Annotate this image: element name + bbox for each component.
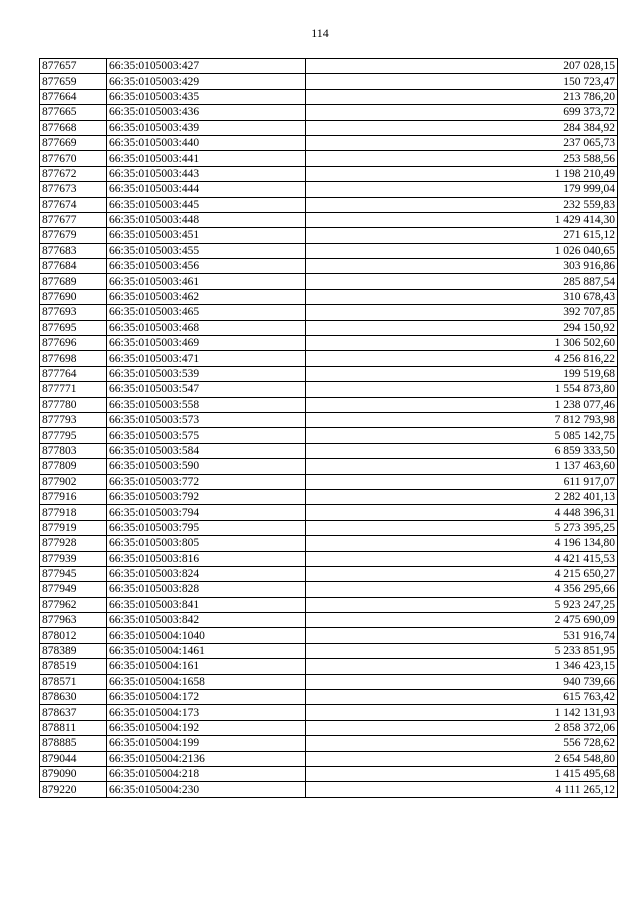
cadastral-number-cell: 66:35:0105004:199 xyxy=(107,736,306,751)
cadastral-number-cell: 66:35:0105003:575 xyxy=(107,428,306,443)
row-number-cell: 878571 xyxy=(40,674,107,689)
cadastral-value-cell: 310 678,43 xyxy=(306,289,618,304)
table-row xyxy=(40,505,618,520)
cadastral-number-cell: 66:35:0105004:1040 xyxy=(107,628,306,643)
cadastral-number-cell: 66:35:0105003:435 xyxy=(107,89,306,104)
row-number-cell: 877665 xyxy=(40,105,107,120)
row-number-cell: 877916 xyxy=(40,489,107,504)
row-number-cell: 877945 xyxy=(40,566,107,581)
cadastral-value-cell: 4 448 396,31 xyxy=(306,505,618,520)
cadastral-number-cell: 66:35:0105003:558 xyxy=(107,397,306,412)
cadastral-number-cell: 66:35:0105003:590 xyxy=(107,459,306,474)
cadastral-number-cell: 66:35:0105003:792 xyxy=(107,489,306,504)
cadastral-number-cell: 66:35:0105003:441 xyxy=(107,151,306,166)
cadastral-value-cell: 2 858 372,06 xyxy=(306,720,618,735)
row-number-cell: 878519 xyxy=(40,659,107,674)
row-number-cell: 878885 xyxy=(40,736,107,751)
table-row xyxy=(40,566,618,581)
cadastral-number-cell: 66:35:0105003:436 xyxy=(107,105,306,120)
row-number-cell: 877668 xyxy=(40,120,107,135)
row-number-cell: 877949 xyxy=(40,582,107,597)
table-row xyxy=(40,182,618,197)
table-row xyxy=(40,443,618,458)
cadastral-value-cell: 213 786,20 xyxy=(306,89,618,104)
row-number-cell: 877659 xyxy=(40,74,107,89)
table-row xyxy=(40,59,618,74)
row-number-cell: 877793 xyxy=(40,412,107,427)
cadastral-number-cell: 66:35:0105003:448 xyxy=(107,212,306,227)
cadastral-value-cell: 237 065,73 xyxy=(306,135,618,150)
table-row xyxy=(40,151,618,166)
row-number-cell: 877664 xyxy=(40,89,107,104)
cadastral-value-cell: 271 615,12 xyxy=(306,228,618,243)
table-row xyxy=(40,89,618,104)
cadastral-number-cell: 66:35:0105003:547 xyxy=(107,382,306,397)
table-row xyxy=(40,366,618,381)
cadastral-value-cell: 4 356 295,66 xyxy=(306,582,618,597)
cadastral-number-cell: 66:35:0105004:2136 xyxy=(107,751,306,766)
table-row xyxy=(40,766,618,781)
row-number-cell: 877963 xyxy=(40,613,107,628)
row-number-cell: 878630 xyxy=(40,690,107,705)
row-number-cell: 877962 xyxy=(40,597,107,612)
cadastral-value-cell: 5 923 247,25 xyxy=(306,597,618,612)
cadastral-number-cell: 66:35:0105003:445 xyxy=(107,197,306,212)
cadastral-value-cell: 4 256 816,22 xyxy=(306,351,618,366)
cadastral-value-cell: 207 028,15 xyxy=(306,59,618,74)
cadastral-value-cell: 5 233 851,95 xyxy=(306,643,618,658)
table-row xyxy=(40,120,618,135)
cadastral-number-cell: 66:35:0105003:816 xyxy=(107,551,306,566)
row-number-cell: 877690 xyxy=(40,289,107,304)
cadastral-value-cell: 4 215 650,27 xyxy=(306,566,618,581)
row-number-cell: 877771 xyxy=(40,382,107,397)
cadastral-value-cell: 699 373,72 xyxy=(306,105,618,120)
cadastral-number-cell: 66:35:0105003:805 xyxy=(107,536,306,551)
cadastral-number-cell: 66:35:0105003:461 xyxy=(107,274,306,289)
cadastral-number-cell: 66:35:0105003:429 xyxy=(107,74,306,89)
table-row xyxy=(40,212,618,227)
table-row xyxy=(40,628,618,643)
table-row xyxy=(40,351,618,366)
cadastral-number-cell: 66:35:0105003:539 xyxy=(107,366,306,381)
cadastral-number-cell: 66:35:0105003:439 xyxy=(107,120,306,135)
cadastral-value-cell: 1 142 131,93 xyxy=(306,705,618,720)
row-number-cell: 877672 xyxy=(40,166,107,181)
row-number-cell: 877696 xyxy=(40,336,107,351)
cadastral-value-cell: 615 763,42 xyxy=(306,690,618,705)
table-row xyxy=(40,320,618,335)
cadastral-value-cell: 4 421 415,53 xyxy=(306,551,618,566)
table-row xyxy=(40,336,618,351)
table-row xyxy=(40,690,618,705)
table-row xyxy=(40,412,618,427)
cadastral-value-cell: 1 306 502,60 xyxy=(306,336,618,351)
row-number-cell: 877679 xyxy=(40,228,107,243)
row-number-cell: 877795 xyxy=(40,428,107,443)
table-row xyxy=(40,289,618,304)
table-row xyxy=(40,259,618,274)
cadastral-value-table xyxy=(39,58,618,798)
cadastral-value-cell: 6 859 333,50 xyxy=(306,443,618,458)
cadastral-value-cell: 179 999,04 xyxy=(306,182,618,197)
row-number-cell: 877803 xyxy=(40,443,107,458)
table-row xyxy=(40,659,618,674)
cadastral-value-cell: 1 137 463,60 xyxy=(306,459,618,474)
cadastral-number-cell: 66:35:0105003:462 xyxy=(107,289,306,304)
row-number-cell: 877689 xyxy=(40,274,107,289)
row-number-cell: 877695 xyxy=(40,320,107,335)
table-row xyxy=(40,613,618,628)
cadastral-number-cell: 66:35:0105004:172 xyxy=(107,690,306,705)
cadastral-number-cell: 66:35:0105003:456 xyxy=(107,259,306,274)
row-number-cell: 877670 xyxy=(40,151,107,166)
cadastral-number-cell: 66:35:0105003:465 xyxy=(107,305,306,320)
cadastral-number-cell: 66:35:0105003:841 xyxy=(107,597,306,612)
row-number-cell: 877674 xyxy=(40,197,107,212)
cadastral-value-cell: 2 654 548,80 xyxy=(306,751,618,766)
cadastral-number-cell: 66:35:0105003:795 xyxy=(107,520,306,535)
cadastral-value-cell: 1 554 873,80 xyxy=(306,382,618,397)
row-number-cell: 878389 xyxy=(40,643,107,658)
cadastral-value-cell: 4 196 134,80 xyxy=(306,536,618,551)
cadastral-number-cell: 66:35:0105003:469 xyxy=(107,336,306,351)
table-row xyxy=(40,674,618,689)
table-row xyxy=(40,166,618,181)
row-number-cell: 879220 xyxy=(40,782,107,797)
table-row xyxy=(40,305,618,320)
table-row xyxy=(40,782,618,797)
cadastral-value-cell: 2 475 690,09 xyxy=(306,613,618,628)
row-number-cell: 877939 xyxy=(40,551,107,566)
table-row xyxy=(40,382,618,397)
cadastral-number-cell: 66:35:0105003:455 xyxy=(107,243,306,258)
cadastral-value-cell: 4 111 265,12 xyxy=(306,782,618,797)
page-number: 114 xyxy=(311,26,329,40)
cadastral-number-cell: 66:35:0105003:443 xyxy=(107,166,306,181)
cadastral-value-cell: 611 917,07 xyxy=(306,474,618,489)
cadastral-value-cell: 531 916,74 xyxy=(306,628,618,643)
cadastral-number-cell: 66:35:0105004:161 xyxy=(107,659,306,674)
cadastral-value-cell: 5 085 142,75 xyxy=(306,428,618,443)
cadastral-number-cell: 66:35:0105003:772 xyxy=(107,474,306,489)
cadastral-value-cell: 1 238 077,46 xyxy=(306,397,618,412)
table-body xyxy=(40,59,618,798)
table-row xyxy=(40,751,618,766)
table-row xyxy=(40,243,618,258)
table-row xyxy=(40,489,618,504)
row-number-cell: 877918 xyxy=(40,505,107,520)
cadastral-value-cell: 1 346 423,15 xyxy=(306,659,618,674)
cadastral-value-cell: 2 282 401,13 xyxy=(306,489,618,504)
table-row xyxy=(40,582,618,597)
table-row xyxy=(40,520,618,535)
cadastral-value-cell: 1 415 495,68 xyxy=(306,766,618,781)
cadastral-number-cell: 66:35:0105003:794 xyxy=(107,505,306,520)
row-number-cell: 877764 xyxy=(40,366,107,381)
cadastral-number-cell: 66:35:0105004:173 xyxy=(107,705,306,720)
cadastral-number-cell: 66:35:0105003:842 xyxy=(107,613,306,628)
cadastral-value-cell: 199 519,68 xyxy=(306,366,618,381)
table-row xyxy=(40,459,618,474)
cadastral-number-cell: 66:35:0105004:218 xyxy=(107,766,306,781)
row-number-cell: 877693 xyxy=(40,305,107,320)
cadastral-value-cell: 284 384,92 xyxy=(306,120,618,135)
table-row xyxy=(40,428,618,443)
table-row xyxy=(40,105,618,120)
cadastral-value-cell: 7 812 793,98 xyxy=(306,412,618,427)
cadastral-number-cell: 66:35:0105003:828 xyxy=(107,582,306,597)
cadastral-number-cell: 66:35:0105004:192 xyxy=(107,720,306,735)
cadastral-number-cell: 66:35:0105003:573 xyxy=(107,412,306,427)
cadastral-value-cell: 232 559,83 xyxy=(306,197,618,212)
table-row xyxy=(40,135,618,150)
cadastral-value-cell: 150 723,47 xyxy=(306,74,618,89)
row-number-cell: 877902 xyxy=(40,474,107,489)
cadastral-value-cell: 253 588,56 xyxy=(306,151,618,166)
table-row xyxy=(40,274,618,289)
cadastral-number-cell: 66:35:0105003:584 xyxy=(107,443,306,458)
cadastral-number-cell: 66:35:0105004:1658 xyxy=(107,674,306,689)
table-row xyxy=(40,228,618,243)
row-number-cell: 878012 xyxy=(40,628,107,643)
row-number-cell: 877657 xyxy=(40,59,107,74)
table-row xyxy=(40,397,618,412)
table-row xyxy=(40,74,618,89)
table-row xyxy=(40,197,618,212)
table-row xyxy=(40,597,618,612)
cadastral-number-cell: 66:35:0105003:824 xyxy=(107,566,306,581)
table-row xyxy=(40,720,618,735)
row-number-cell: 877683 xyxy=(40,243,107,258)
table-row xyxy=(40,551,618,566)
cadastral-value-cell: 940 739,66 xyxy=(306,674,618,689)
cadastral-number-cell: 66:35:0105003:451 xyxy=(107,228,306,243)
cadastral-number-cell: 66:35:0105003:440 xyxy=(107,135,306,150)
table-row xyxy=(40,705,618,720)
cadastral-value-cell: 303 916,86 xyxy=(306,259,618,274)
cadastral-value-cell: 1 026 040,65 xyxy=(306,243,618,258)
row-number-cell: 877673 xyxy=(40,182,107,197)
table-row xyxy=(40,736,618,751)
row-number-cell: 879090 xyxy=(40,766,107,781)
row-number-cell: 877809 xyxy=(40,459,107,474)
row-number-cell: 877928 xyxy=(40,536,107,551)
cadastral-value-cell: 392 707,85 xyxy=(306,305,618,320)
cadastral-number-cell: 66:35:0105003:471 xyxy=(107,351,306,366)
row-number-cell: 877677 xyxy=(40,212,107,227)
row-number-cell: 877780 xyxy=(40,397,107,412)
cadastral-value-cell: 556 728,62 xyxy=(306,736,618,751)
cadastral-value-cell: 5 273 395,25 xyxy=(306,520,618,535)
cadastral-value-cell: 1 198 210,49 xyxy=(306,166,618,181)
cadastral-number-cell: 66:35:0105003:444 xyxy=(107,182,306,197)
table-row xyxy=(40,536,618,551)
cadastral-number-cell: 66:35:0105003:427 xyxy=(107,59,306,74)
row-number-cell: 877669 xyxy=(40,135,107,150)
cadastral-value-cell: 294 150,92 xyxy=(306,320,618,335)
cadastral-number-cell: 66:35:0105003:468 xyxy=(107,320,306,335)
row-number-cell: 878811 xyxy=(40,720,107,735)
cadastral-value-cell: 1 429 414,30 xyxy=(306,212,618,227)
table-row xyxy=(40,643,618,658)
cadastral-number-cell: 66:35:0105004:230 xyxy=(107,782,306,797)
cadastral-value-cell: 285 887,54 xyxy=(306,274,618,289)
row-number-cell: 877919 xyxy=(40,520,107,535)
cadastral-number-cell: 66:35:0105004:1461 xyxy=(107,643,306,658)
table-row xyxy=(40,474,618,489)
row-number-cell: 879044 xyxy=(40,751,107,766)
row-number-cell: 877698 xyxy=(40,351,107,366)
row-number-cell: 878637 xyxy=(40,705,107,720)
row-number-cell: 877684 xyxy=(40,259,107,274)
